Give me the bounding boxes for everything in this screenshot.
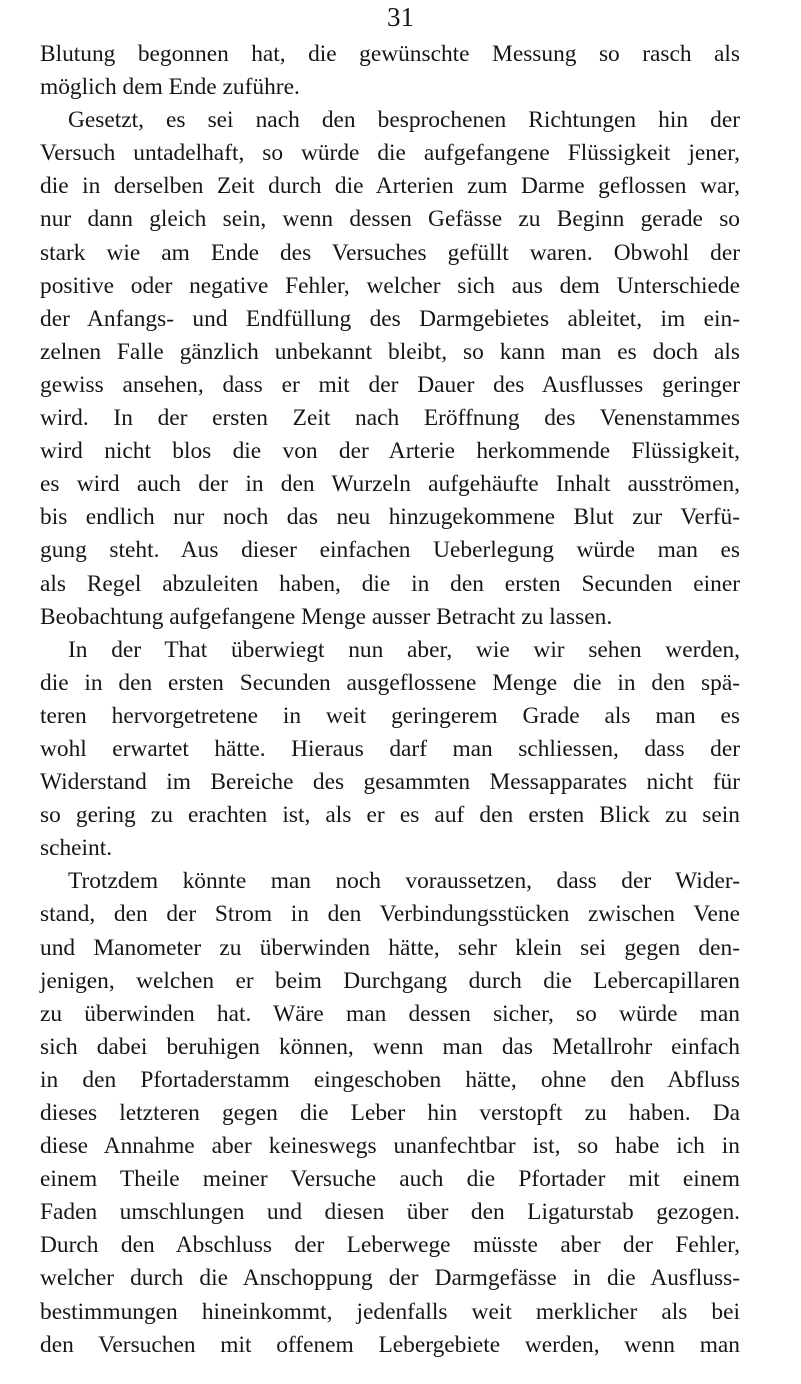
text-line: wird. In der ersten Zeit nach Eröffnung des Venenstammes [40,405,740,432]
text-line: in den Pfortaderstamm eingeschoben hätte, ohne den Abfluss [40,1066,740,1093]
text-line: der Anfangs- und Endfüllung des Darmgebietes ableitet, im ein- [40,305,740,332]
page-number: 31 [387,2,414,32]
text-line: teren hervorgetretene in weit geringerem Grade als man es [40,702,740,729]
text-line: so gering zu erachten ist, als er es auf den ersten Blick zu sein [40,802,740,829]
text-line: stark wie am Ende des Versuches gefüllt waren. Obwohl der [40,239,740,266]
text-line: Widerstand im Bereiche des gesammten Messapparates nicht für [40,769,740,796]
text-line: wohl erwartet hätte. Hieraus darf man schliessen, dass der [40,735,740,762]
text-line: die in derselben Zeit durch die Arterien zum Darme geflossen war, [40,173,740,200]
text-line: positive oder negative Fehler, welcher sich aus dem Unterschiede [40,272,740,299]
text-line: nur dann gleich sein, wenn dessen Gefässe zu Beginn gerade so [40,206,740,233]
text-line: dieses letzteren gegen die Leber hin verstopft zu haben. Da [40,1100,740,1126]
text-line: die in den ersten Secunden ausgeflossene Menge die in den spä- [40,669,740,696]
text-line: bestimmungen hineinkommt, jedenfalls weit merklicher als bei [40,1298,740,1325]
text-line: Durch den Abschluss der Leberwege müsste aber der Fehler, [40,1232,740,1259]
text-line: den Versuchen mit offenem Lebergebiete werden, wenn man [40,1331,740,1358]
text-line: Trotzdem könnte man noch voraussetzen, dass der Wider- [68,868,740,895]
text-line: bis endlich nur noch das neu hinzugekommene Blut zur Verfü- [40,504,740,531]
body-text [40,38,740,1362]
text-line: wird nicht blos die von der Arterie herkommende Flüssigkeit, [40,438,740,465]
text-line: welcher durch die Anschoppung der Darmgefässe in die Ausfluss- [40,1265,740,1292]
text-line: stand, den der Strom in den Verbindungsstücken zwischen Vene [40,901,740,928]
text-line: Faden umschlungen und diesen über den Ligaturstab gezogen. [40,1199,740,1226]
text-line: In der That überwiegt nun aber, wie wir sehen werden, [68,636,740,663]
text-line: Gesetzt, es sei nach den besprochenen Richtungen hin der [68,107,740,134]
text-line: gewiss ansehen, dass er mit der Dauer des Ausflusses geringer [40,371,740,398]
text-line: als Regel abzuleiten haben, die in den ersten Secunden einer [40,570,740,597]
text-line: zelnen Falle gänzlich unbekannt bleibt, so kann man es doch als [40,338,740,365]
text-line: zu überwinden hat. Wäre man dessen sicher, so würde man [40,1000,740,1027]
text-line: und Manometer zu überwinden hätte, sehr klein sei gegen den- [40,934,740,961]
text-line: einem Theile meiner Versuche auch die Pfortader mit einem [40,1166,740,1193]
text-line: jenigen, welchen er beim Durchgang durch die Lebercapillaren [40,967,740,994]
text-line: Blutung begonnen hat, die gewünschte Messung so rasch als [40,41,740,67]
text-line: gung steht. Aus dieser einfachen Ueberlegung würde man es [40,537,740,564]
text-line: Versuch untadelhaft, so würde die aufgefangene Flüssigkeit jener, [40,140,740,167]
text-line: sich dabei beruhigen können, wenn man das Metallrohr einfach [40,1033,740,1060]
text-line: möglich dem Ende zuführe. [40,74,300,101]
text-line: es wird auch der in den Wurzeln aufgehäufte Inhalt ausströmen, [40,471,740,498]
text-line: Beobachtung aufgefangene Menge ausser Betracht zu lassen. [40,603,613,630]
text-line: diese Annahme aber keineswegs unanfechtbar ist, so habe ich in [40,1133,740,1160]
text-line: scheint. [40,835,113,862]
